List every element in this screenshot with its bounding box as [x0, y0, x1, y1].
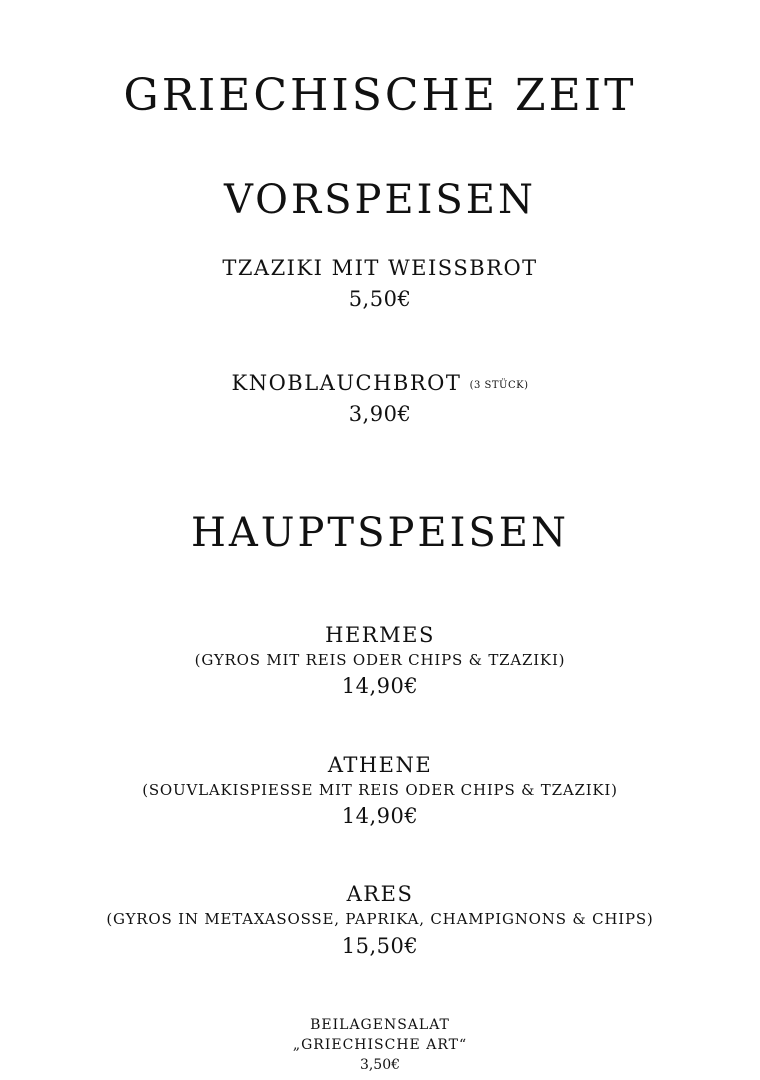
starter-name-text: KNOBLAUCHBROT [231, 371, 462, 395]
side-item-price: 3,50€ [359, 1057, 401, 1073]
main-item-description: (SOUVLAKISPIESSE MIT REIS ODER CHIPS & TZAZIKI) [142, 781, 618, 799]
main-item-name: ARES [346, 882, 414, 906]
main-item-price: 14,90€ [341, 674, 419, 698]
starter-name-text: TZAZIKI MIT WEISSBROT [222, 256, 538, 280]
menu-title: GRIECHISCHE ZEIT [123, 70, 637, 121]
starter-item-price: 5,50€ [348, 287, 412, 311]
main-item-price: 14,90€ [341, 804, 419, 828]
main-item-description: (GYROS IN METAXASOSSE, PAPRIKA, CHAMPIGNONS & CHIPS) [106, 910, 654, 928]
starter-item-note: (3 STÜCK) [469, 380, 529, 391]
main-item-name: HERMES [325, 623, 435, 647]
side-item-style: „GRIECHISCHE ART“ [292, 1037, 468, 1053]
section-heading-starters: VORSPEISEN [223, 177, 536, 223]
main-item-description: (GYROS MIT REIS ODER CHIPS & TZAZIKI) [194, 651, 566, 669]
side-item-name: BEILAGENSALAT [310, 1017, 450, 1033]
main-item-name: ATHENE [327, 753, 433, 777]
main-item-price: 15,50€ [341, 934, 419, 958]
starter-item-name [0, 258, 760, 279]
section-heading-mains: HAUPTSPEISEN [191, 510, 569, 556]
starter-item-name [0, 373, 760, 394]
starter-item-price: 3,90€ [348, 402, 412, 426]
